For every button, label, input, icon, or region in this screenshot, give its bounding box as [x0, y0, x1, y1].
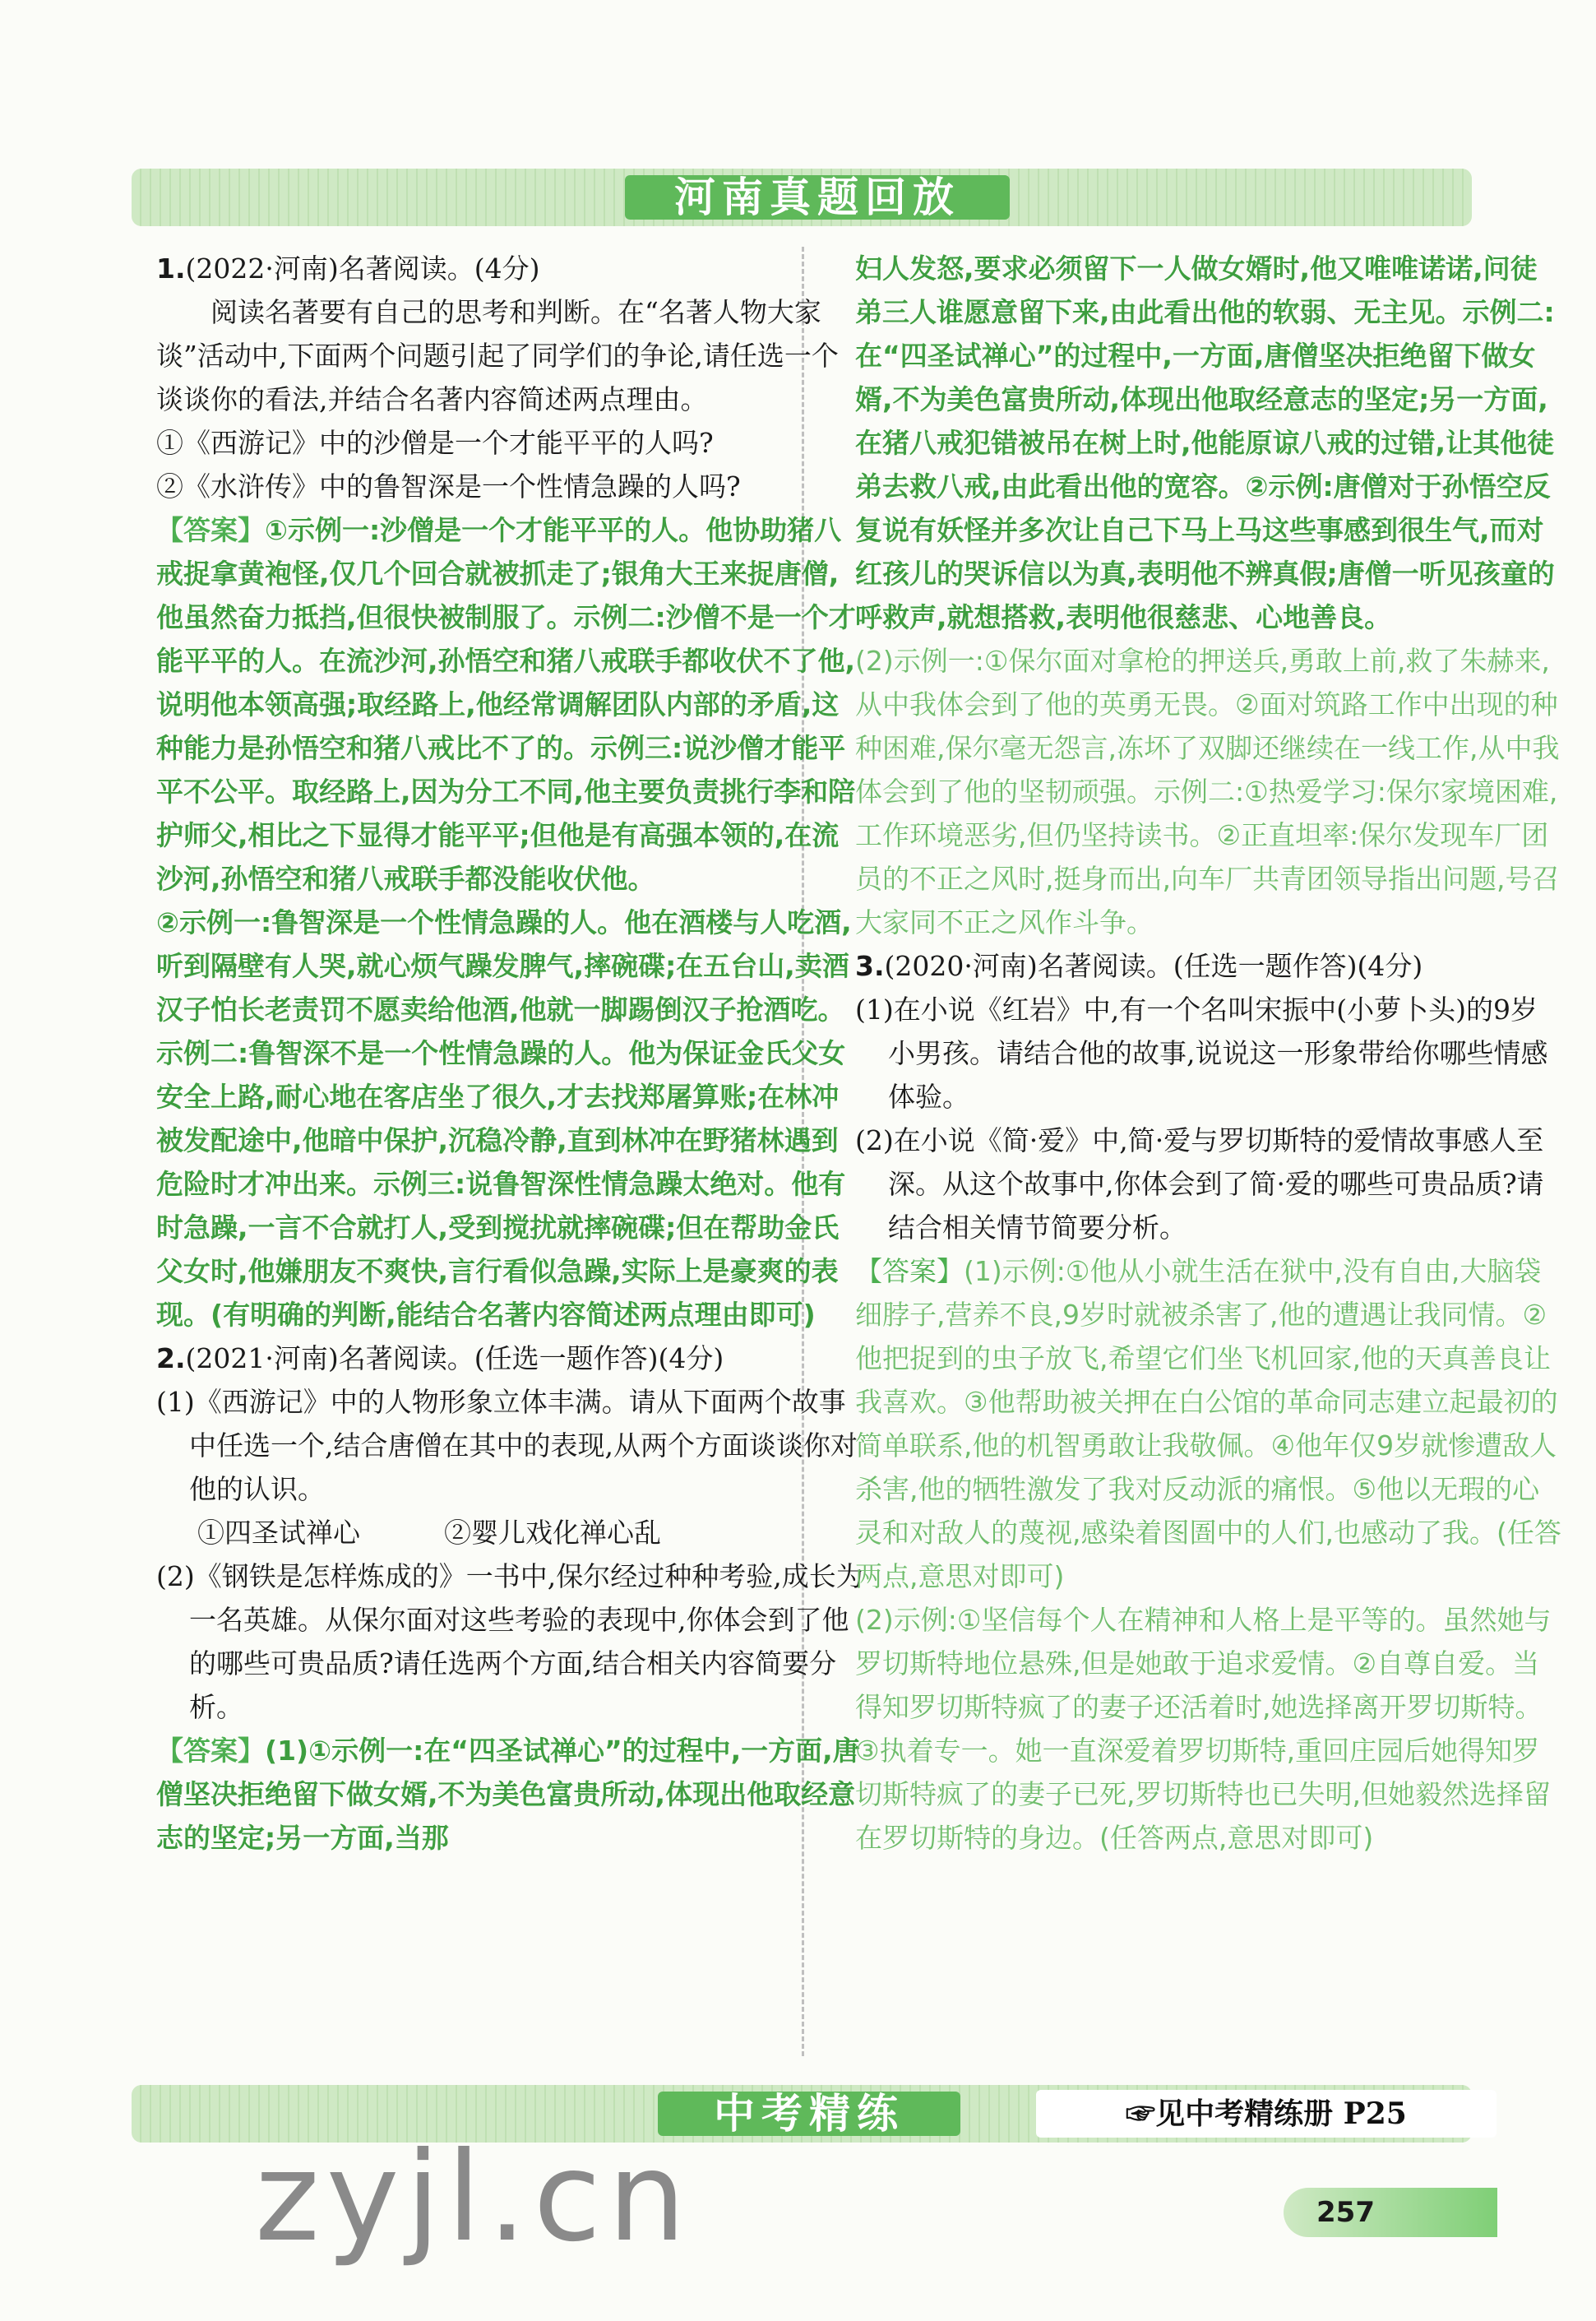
option-1: ①四圣试禅心 — [197, 1517, 360, 1549]
left-column — [156, 247, 863, 1860]
question-3-answer-2: (2)示例:①坚信每个人在精神和人格上是平等的。虽然她与罗切斯特地位悬殊,但是她敢于追求爱情。②自尊自爱。当得知罗切斯特疯了的妻子还活着时,她选择离开罗切斯特。③执着专一。她一直深爱着罗切斯特,重回庄园后她得知罗切斯特疯了的妻子已死,罗切斯特也已失明,但她毅然选择留在罗切斯特的身边。(任答两点,意思对即可) — [855, 1604, 1552, 1854]
practice-title: 中考精练 — [658, 2092, 960, 2136]
question-2-header: 2.(2021·河南)名著阅读。(任选一题作答)(4分) — [156, 1342, 724, 1374]
option-2: ②婴儿戏化禅心乱 — [444, 1517, 661, 1549]
question-1-item-1: ①《西游记》中的沙僧是一个才能平平的人吗? — [156, 427, 714, 459]
section-header-band — [132, 169, 1472, 226]
question-1-answer-1: 【答案】①示例一:沙僧是一个才能平平的人。他协助猪八戒捉拿黄袍怪,仅几个回合就被抓走了;银角大王来捉唐僧,他虽然奋力抵挡,但很快被制服了。示例二:沙僧不是一个才能平平的人。在流沙河,孙悟空和猪八戒联手都收伏不了他,说明他本领高强;取经路上,他经常调解团队内部的矛盾,这种能力是孙悟空和猪八戒比不了的。示例三:说沙僧才能平平不公平。取经路上,因为分工不同,他主要负责挑行李和陪护师父,相比之下显得才能平平;但他是有高强本领的,在流沙河,孙悟空和猪八戒联手都没能收伏他。 — [156, 514, 856, 895]
workbook-reference: ☞见中考精练册 P25 — [1036, 2090, 1497, 2138]
question-2-answer-continued: 妇人发怒,要求必须留下一人做女婿时,他又唯唯诺诺,问徒弟三人谁愿意留下来,由此看出他的软弱、无主见。示例二:在“四圣试禅心”的过程中,一方面,唐僧坚决拒绝留下做女婿,不为美色富贵所动,体现出他取经意志的坚定;另一方面,在猪八戒犯错被吊在树上时,他能原谅八戒的过错,让其他徒弟去救八戒,由此看出他的宽容。②示例:唐僧对于孙悟空反复说有妖怪并多次让自己下马上马这些事感到很生气,而对红孩儿的哭诉信以为真,表明他不辨真假;唐僧一听见孩童的呼救声,就想搭救,表明他很慈悲、心地善良。 — [855, 252, 1555, 633]
question-1-answer-2: ②示例一:鲁智深是一个性情急躁的人。他在酒楼与人吃酒,听到隔壁有人哭,就心烦气躁发脾气,摔碗碟;在五台山,卖酒汉子怕长老责罚不愿卖给他酒,他就一脚踢倒汉子抢酒吃。示例二:鲁智深不是一个性情急躁的人。他为保证金氏父女安全上路,耐心地在客店坐了很久,才去找郑屠算账;在林冲被发配途中,他暗中保护,沉稳冷静,直到林冲在野猪林遇到危险时才冲出来。示例三:说鲁智深性情急躁太绝对。他有时急躁,一言不合就打人,受到搅扰就摔碗碟;但在帮助金氏父女时,他嫌朋友不爽快,言行看似急躁,实际上是豪爽的表现。(有明确的判断,能结合名著内容简述两点理由即可) — [156, 906, 852, 1331]
question-2-sub-2: (2)《钢铁是怎样炼成的》一书中,保尔经过种种考验,成长为一名英雄。从保尔面对这些考验的表现中,你体会到了他的哪些可贵品质?请任选两个方面,结合相关内容简要分析。 — [156, 1560, 863, 1723]
question-3-sub-2: (2)在小说《简·爱》中,简·爱与罗切斯特的爱情故事感人至深。从这个故事中,你体会到了简·爱的哪些可贵品质?请结合相关情节简要分析。 — [855, 1124, 1544, 1244]
question-1-item-2: ②《水浒传》中的鲁智深是一个性情急躁的人吗? — [156, 470, 741, 503]
section-title: 河南真题回放 — [625, 175, 1010, 220]
question-1-header: 1.(2022·河南)名著阅读。(4分) — [156, 252, 540, 285]
question-3-header: 3.(2020·河南)名著阅读。(任选一题作答)(4分) — [855, 950, 1423, 982]
question-3-answer-1: 【答案】(1)示例:①他从小就生活在狱中,没有自由,大脑袋细脖子,营养不良,9岁时就被杀害了,他的遭遇让我同情。②他把捉到的虫子放飞,希望它们坐飞机回家,他的天真善良让我喜欢。③他帮助被关押在白公馆的革命同志建立起最初的简单联系,他的机智勇敢让我敬佩。④他年仅9岁就惨遭敌人杀害,他的牺牲激发了我对反动派的痛恨。⑤他以无瑕的心灵和对敌人的蔑视,感染着图圄中的人们,也感动了我。(任答两点,意思对即可) — [855, 1255, 1561, 1592]
question-2-options — [156, 1511, 863, 1554]
question-2-answer-start: 【答案】(1)①示例一:在“四圣试禅心”的过程中,一方面,唐僧坚决拒绝留下做女婿,不为美色富贵所动,体现出他取经意志的坚定;另一方面,当那 — [156, 1735, 860, 1854]
right-column — [855, 247, 1562, 1860]
question-2-sub-1: (1)《西游记》中的人物形象立体丰满。请从下面两个故事中任选一个,结合唐僧在其中的表现,从两个方面谈谈你对他的认识。 — [156, 1386, 858, 1505]
page-number: 257 — [1284, 2188, 1497, 2237]
question-2-answer-2: (2)示例一:①保尔面对拿枪的押送兵,勇敢上前,救了朱赫来,从中我体会到了他的英勇无畏。②面对筑路工作中出现的种种困难,保尔毫无怨言,冻坏了双脚还继续在一线工作,从中我体会到了他的坚韧顽强。示例二:①热爱学习:保尔家境困难,工作环境恶劣,但仍坚持读书。②正直坦率:保尔发现车厂团员的不正之风时,挺身而出,向车厂共青团领导指出问题,号召大家同不正之风作斗争。 — [855, 645, 1560, 938]
question-1-intro: 阅读名著要有自己的思考和判断。在“名著人物大家谈”活动中,下面两个问题引起了同学们的争论,请任选一个谈谈你的看法,并结合名著内容简述两点理由。 — [156, 296, 839, 415]
watermark-logo: zyjl.cn — [255, 2126, 693, 2269]
question-3-sub-1: (1)在小说《红岩》中,有一个名叫宋振中(小萝卜头)的9岁小男孩。请结合他的故事,说说这一形象带给你哪些情感体验。 — [855, 994, 1548, 1113]
